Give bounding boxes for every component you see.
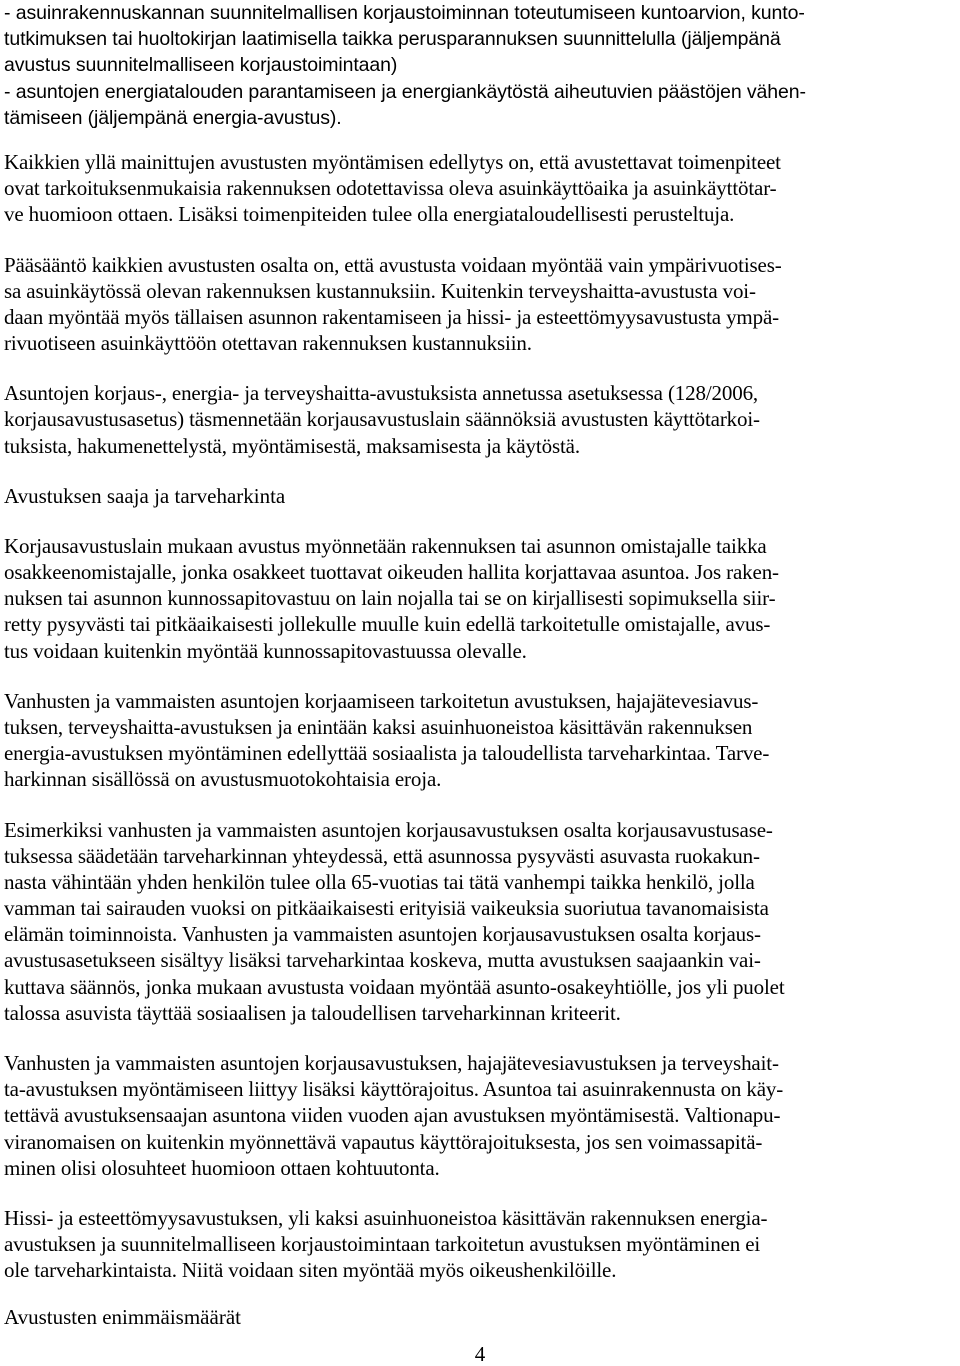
paragraph-line: ve huomioon ottaen. Lisäksi toimenpiteiden tulee olla energiataloudellisesti perusteltuja. (4, 202, 735, 227)
paragraph-line: avustuksen ja suunnitelmalliseen korjaustoimintaan tarkoitetun avustuksen myöntäminen ei (4, 1232, 761, 1257)
paragraph-line: rivuotiseen asuinkäyttöön otettavan rakennuksen kustannuksiin. (4, 331, 532, 356)
paragraph-gap (4, 664, 952, 688)
paragraph-line: elämän toiminnoista. Vanhusten ja vammaisten asuntojen korjausavustuksen osalta korjaus- (4, 922, 761, 947)
paragraph-line: Esimerkiksi vanhusten ja vammaisten asuntojen korjausavustuksen osalta korjausavustusase- (4, 817, 773, 842)
paragraph-gap (4, 459, 952, 483)
intro-line: avustus suunnitelmalliseen korjaustoimintaan) (4, 54, 398, 77)
paragraph (4, 817, 952, 1027)
paragraph-line: ole tarveharkintaista. Niitä voidaan siten myöntää myös oikeushenkilöille. (4, 1258, 617, 1283)
paragraph-line: nasta vähintään yhden henkilön tulee olla 65-vuotias tai tätä vanhempi taikka henkilö, jolla (4, 869, 755, 894)
paragraph-gap (4, 1284, 952, 1304)
intro-line: - asuinrakennuskannan suunnitelmallisen korjaustoiminnan toteutumiseen kuntoarvion, kunto- (4, 2, 805, 24)
paragraph-gap (4, 131, 952, 149)
paragraph (4, 688, 952, 793)
intro-line: tutkimuksen tai huoltokirjan laatimisella taikka perusparannuksen suunnittelulla (jäljempänä (4, 28, 781, 51)
intro-line: tämiseen (jäljempänä energia-avustus). (4, 106, 342, 129)
paragraph (4, 149, 952, 228)
paragraph-gap (4, 228, 952, 252)
paragraph-line: energia-avustuksen myöntäminen edellyttää sosiaalista ja taloudellista tarveharkintaa. Tarve- (4, 741, 770, 766)
paragraph-gap (4, 793, 952, 817)
paragraph-line: ovat tarkoituksenmukaisia rakennuksen odotettavissa oleva asuinkäyttöaika ja asuinkäyttötar- (4, 176, 777, 201)
paragraph-line: Korjausavustuslain mukaan avustus myönnetään rakennuksen tai asunnon omistajalle taikka (4, 533, 767, 558)
page-number: 4 (474, 1342, 486, 1366)
intro-line: - asuntojen energiatalouden parantamiseen ja energiankäytöstä aiheutuvien päästöjen vähen- (4, 80, 806, 103)
paragraph-line: harkinnan sisällössä on avustusmuotokohtaisia eroja. (4, 767, 442, 792)
paragraph-line: daan myöntää myös tällaisen asunnon rakentamiseen ja hissi- ja esteettömyysavustusta ympä- (4, 304, 779, 329)
paragraph-line: vamman tai sairauden vuoksi on pitkäaikaisesti erityisiä vaikeuksia suoriutua tavanomaisista (4, 896, 769, 921)
paragraph-line: talossa asuvista täyttää sosiaalisen ja taloudellisen tarveharkinnan kriteerit. (4, 1000, 621, 1025)
paragraph-line: ta-avustuksen myöntämiseen liittyy lisäksi käyttörajoitus. Asuntoa tai asuinrakennusta on käy- (4, 1077, 784, 1102)
paragraph (4, 533, 952, 664)
paragraph-line: viranomaisen on kuitenkin myönnettävä vapautus käyttörajoituksesta, jos sen voimassapitä- (4, 1129, 763, 1154)
paragraph-line: kuttava säännös, jonka mukaan avustusta voidaan myöntää asunto-osakeyhtiölle, jos yli puolet (4, 974, 785, 999)
paragraph-line: tettävä avustuksensaajan asuntona viiden vuoden ajan avustuksen myöntämisestä. Valtionapu- (4, 1103, 781, 1128)
paragraph-line: osakkeenomistajalle, jonka osakkeet tuottavat oikeuden hallita korjattavaa asuntoa. Jos raken- (4, 560, 779, 584)
paragraph (4, 252, 952, 357)
paragraph-line: nuksen tai asunnon kunnossapitovastuu on lain nojalla tai se on kirjallisesti sopimuksella siir- (4, 586, 776, 611)
paragraph-line: Asuntojen korjaus-, energia- ja terveyshaitta-avustuksista annetussa asetuksessa (128/2006, (4, 381, 759, 406)
paragraph-line: Pääsääntö kaikkien avustusten osalta on, että avustusta voidaan myöntää vain ympärivuotises- (4, 252, 782, 277)
paragraph-line: sa asuinkäytössä olevan rakennuksen kustannuksiin. Kuitenkin terveyshaitta-avustusta voi- (4, 278, 756, 303)
paragraph-gap (4, 1026, 952, 1050)
section-heading: Avustuksen saaja ja tarveharkinta (4, 483, 286, 508)
paragraph-line: retty pysyvästi tai pitkäaikaisesti jollekulle muulle kuin edellä tarkoitetulle omistajalle, avus- (4, 612, 771, 637)
paragraph-line: avustusasetukseen sisältyy lisäksi tarveharkintaa koskeva, mutta avustuksen saajaankin vai- (4, 948, 761, 973)
paragraph-line: tus voidaan kuitenkin myöntää kunnossapitovastuussa olevalle. (4, 638, 527, 663)
paragraph (4, 1050, 952, 1181)
paragraph-line: Vanhusten ja vammaisten asuntojen korjausavustuksen, hajajätevesiavustuksen ja terveyshait- (4, 1051, 779, 1075)
paragraph (4, 1205, 952, 1284)
intro-list (4, 0, 952, 131)
paragraph-line: korjausavustusasetus) täsmennetään korjausavustuslain säännöksiä avustusten käyttötarkoi- (4, 407, 760, 432)
paragraph-line: tuksessa säädetään tarveharkinnan yhteydessä, että asunnossa pysyvästi asuvasta ruokakun- (4, 843, 760, 868)
paragraph (4, 380, 952, 459)
section-heading: Avustusten enimmäismäärät (4, 1304, 241, 1329)
document-page (4, 0, 952, 1330)
paragraph-line: tuksen, terveyshaitta-avustuksen ja enintään kaksi asuinhuoneistoa käsittävän rakennuksen (4, 714, 753, 739)
paragraph-line: Hissi- ja esteettömyysavustuksen, yli kaksi asuinhuoneistoa käsittävän rakennuksen energia- (4, 1205, 768, 1230)
paragraph-line: Kaikkien yllä mainittujen avustusten myöntämisen edellytys on, että avustettavat toimenpiteet (4, 149, 781, 174)
paragraph-gap (4, 356, 952, 380)
paragraph-gap (4, 1181, 952, 1205)
paragraph-line: Vanhusten ja vammaisten asuntojen korjaamiseen tarkoitetun avustuksen, hajajätevesiavus- (4, 688, 759, 713)
paragraph-gap (4, 509, 952, 533)
paragraph-line: tuksista, hakumenettelystä, myöntämisestä, maksamisesta ja käytöstä. (4, 433, 580, 458)
paragraph-line: minen olisi olosuhteet huomioon ottaen kohtuutonta. (4, 1155, 440, 1180)
